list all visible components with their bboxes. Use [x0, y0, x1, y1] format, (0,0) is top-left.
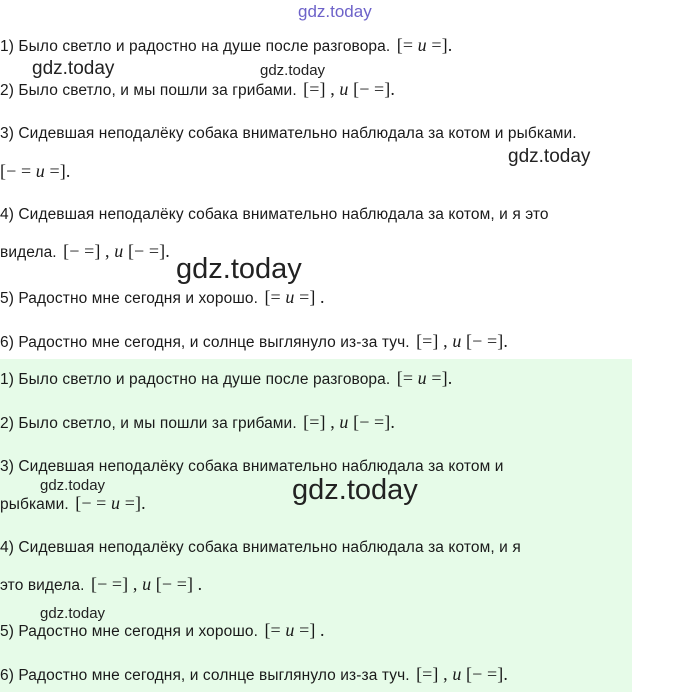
sentence-scheme: [− =] , и [− =]. — [63, 241, 170, 261]
sentence-scheme: [− =] , и [− =] . — [90, 574, 203, 594]
sentence-scheme: [= и =] . — [264, 287, 325, 307]
sentence-text: 2) Было светло, и мы пошли за грибами. — [0, 82, 297, 99]
sentence-2 — [0, 78, 395, 102]
watermark: gdz.today — [40, 605, 106, 622]
watermark: gdz.today — [32, 58, 115, 79]
watermark: gdz.today — [508, 146, 591, 167]
sentence-scheme: [=] , и [− =]. — [303, 79, 396, 99]
sentence-6 — [0, 330, 508, 354]
sentence-4-cont — [0, 240, 170, 264]
sentence-text: 6) Радостно мне сегодня, и солнце выглянуло из-за туч. — [0, 334, 410, 351]
sentence-text: 5) Радостно мне сегодня и хорошо. — [0, 290, 259, 307]
sentence-1 — [0, 34, 452, 58]
sentence-text: 1) Было светло и радостно на душе после разговора. — [0, 38, 391, 55]
sentence-text: 6) Радостно мне сегодня, и солнце выглянуло из-за туч. — [0, 667, 410, 684]
sentence-scheme: [− = и =]. — [75, 493, 146, 513]
sentence-4-alt-cont — [0, 573, 202, 597]
sentence-text: 3) Сидевшая неподалёку собака внимательно наблюдала за котом и — [0, 458, 504, 475]
sentence-scheme: [=] , и [− =]. — [416, 331, 508, 351]
sentence-text: 4) Сидевшая неподалёку собака внимательно наблюдала за котом, и я это — [0, 206, 549, 223]
watermark: gdz.today — [292, 474, 418, 506]
sentence-text: 1) Было светло и радостно на душе после разговора. — [0, 371, 391, 388]
sentence-scheme: [− = и =]. — [0, 161, 71, 181]
watermark: gdz.today — [260, 62, 326, 79]
sentence-4 — [0, 204, 549, 226]
sentence-text-continued: рыбками. — [0, 496, 69, 513]
sentence-scheme: [= и =]. — [396, 35, 453, 55]
sentence-text: 3) Сидевшая неподалёку собака внимательно наблюдала за котом и рыбками. — [0, 125, 577, 142]
sentence-scheme: [=] , и [− =]. — [303, 412, 396, 432]
sentence-text-continued: это видела. — [0, 577, 85, 594]
sentence-scheme: [= и =]. — [396, 368, 453, 388]
sentence-5-alt — [0, 619, 325, 643]
sentence-scheme: [=] , и [− =]. — [416, 664, 508, 684]
sentence-3-alt — [0, 456, 504, 478]
sentence-6-alt — [0, 663, 508, 687]
sentence-2-alt — [0, 411, 395, 435]
sentence-4-alt — [0, 537, 521, 559]
sentence-3-alt-cont — [0, 492, 146, 516]
sentence-3 — [0, 123, 577, 145]
sentence-scheme: [= и =] . — [264, 620, 325, 640]
watermark: gdz.today — [176, 253, 302, 285]
sentence-text: 2) Было светло, и мы пошли за грибами. — [0, 415, 297, 432]
sentence-text-continued: видела. — [0, 244, 57, 261]
sentence-5 — [0, 286, 325, 310]
sentence-text: 4) Сидевшая неподалёку собака внимательно наблюдала за котом, и я — [0, 539, 521, 556]
header-watermark: gdz.today — [298, 2, 372, 21]
sentence-text: 5) Радостно мне сегодня и хорошо. — [0, 623, 259, 640]
watermark: gdz.today — [40, 477, 106, 494]
sentence-3-scheme-line — [0, 160, 70, 184]
sentence-1-alt — [0, 367, 452, 391]
